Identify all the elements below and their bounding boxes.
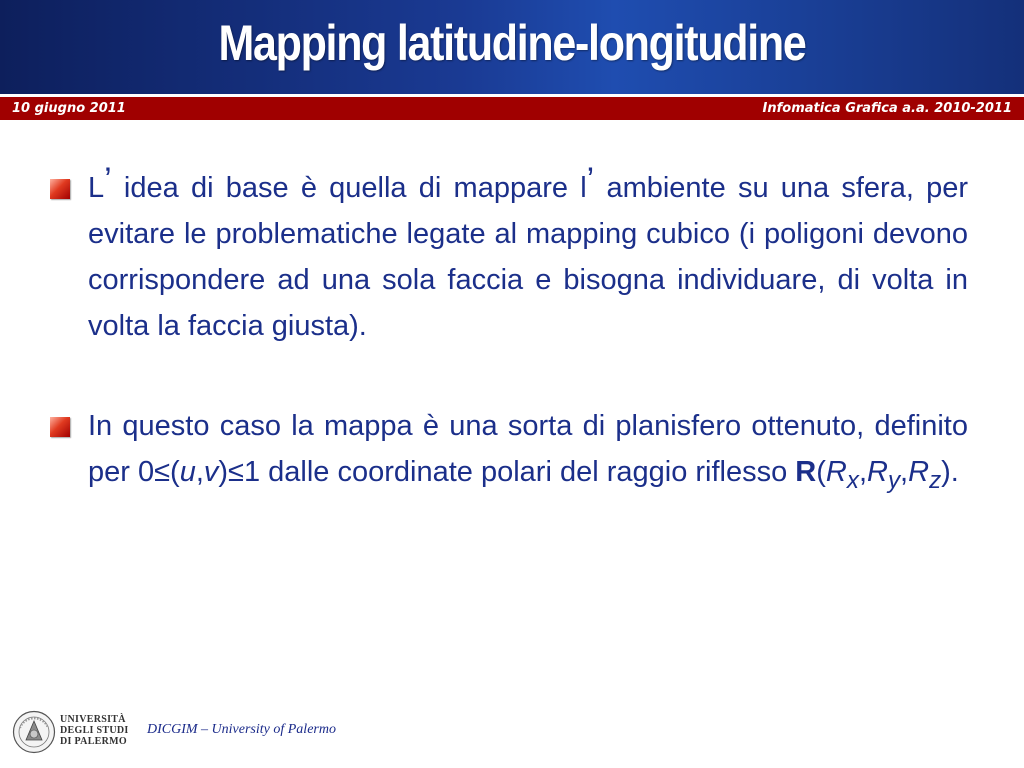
variable-u: u <box>179 456 196 488</box>
slide-title: Mapping latitudine-longitudine <box>218 15 806 71</box>
text-segment: ambiente su una sfera, per evitare le problematiche legate al mapping cubico (i poligoni devono corrispondere ad una sola faccia e bisogna individuare, di volta in volta la faccia giusta). <box>88 172 969 342</box>
slide-content <box>50 161 969 504</box>
subscript-y: y <box>887 466 901 494</box>
paren: ( <box>816 456 826 488</box>
vector-r: R <box>795 456 817 488</box>
text-segment: In questo caso la mappa è una sorta di planisfero ottenuto, definito per 0≤( <box>88 410 968 488</box>
subscript-z: z <box>929 466 942 494</box>
logo-line: DEGLI STUDI <box>60 725 129 736</box>
apostrophe: ’ <box>586 161 595 199</box>
slide-date: 10 giugno 2011 <box>12 101 126 116</box>
university-logo <box>12 706 132 756</box>
text-segment: )≤1 dalle coordinate polari del raggio riflesso <box>218 456 796 488</box>
comma: , <box>900 456 909 488</box>
course-name: Infomatica Grafica a.a. 2010-2011 <box>762 101 1012 116</box>
comma: , <box>858 456 868 488</box>
bullet-square-icon <box>50 179 70 199</box>
title-bar <box>0 0 1024 94</box>
text-segment: L <box>88 172 105 204</box>
university-seal-icon <box>12 710 56 754</box>
footer-text: DICGIM – University of Palermo <box>147 722 336 737</box>
component-r: R <box>867 456 888 488</box>
variable-v: v <box>203 456 219 488</box>
apostrophe: ’ <box>104 161 112 199</box>
bullet-item-1 <box>50 161 969 349</box>
component-r: R <box>908 456 930 488</box>
bullet-item-2 <box>50 403 968 504</box>
bullet-text-1 <box>88 161 969 349</box>
bullet-square-icon <box>50 417 70 437</box>
info-bar <box>0 97 1024 120</box>
logo-line: DI PALERMO <box>60 736 127 747</box>
comma: , <box>195 456 204 488</box>
bullet-text-2 <box>88 403 968 504</box>
paren: ). <box>941 456 959 488</box>
component-r: R <box>825 456 847 488</box>
subscript-x: x <box>846 466 859 494</box>
logo-line: UNIVERSITÀ <box>60 714 126 725</box>
text-segment: idea di base è quella di mappare l <box>123 172 587 204</box>
university-name <box>60 714 129 747</box>
